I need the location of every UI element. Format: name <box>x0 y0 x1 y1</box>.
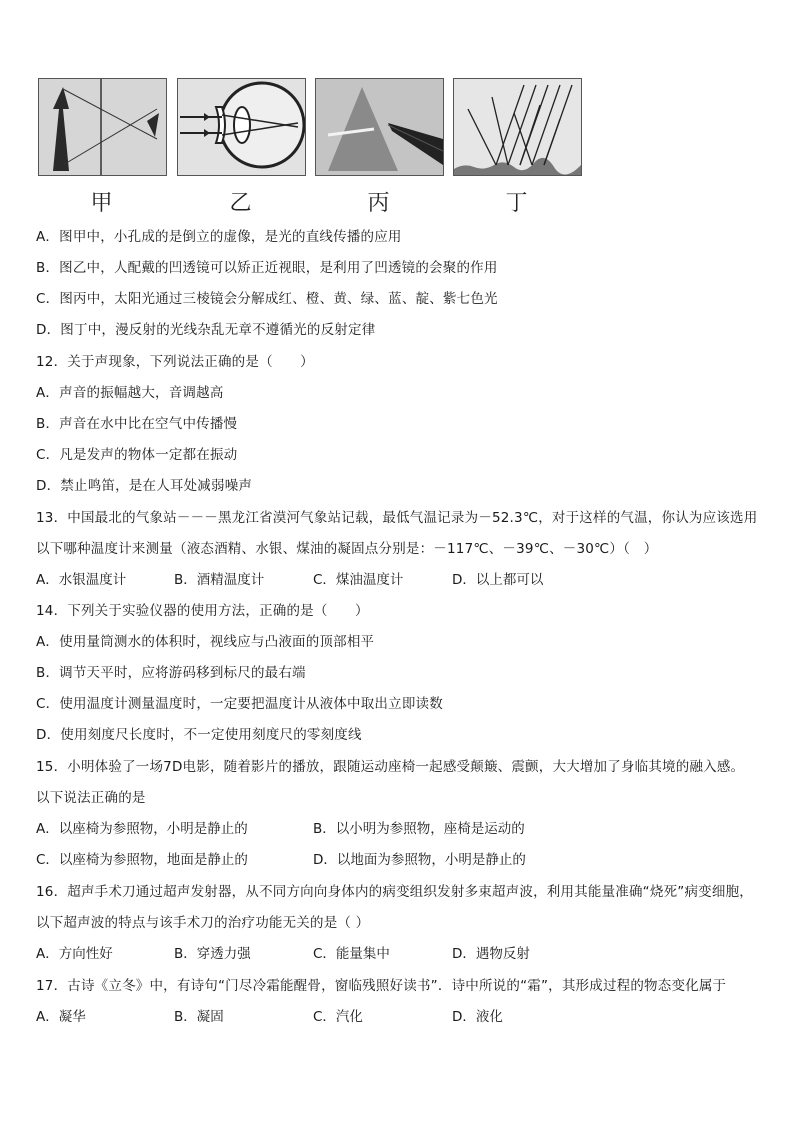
figure-bing-prism <box>315 78 444 176</box>
q13-option-b: B．酒精温度计 <box>174 572 265 588</box>
figure-ding-diffuse <box>453 78 582 176</box>
q13-option-a: A．水银温度计 <box>36 572 127 588</box>
q11-option-c: C．图丙中，太阳光通过三棱镜会分解成红、橙、黄、绿、蓝、靛、紫七色光 <box>36 291 498 307</box>
q14-option-c: C．使用温度计测量温度时，一定要把温度计从液体中取出立即读数 <box>36 696 443 712</box>
q16-stem-line1: 16．超声手术刀通过超声发射器，从不同方向向身体内的病变组织发射多束超声波，利用其能量准确“烧死”病变细胞， <box>36 884 753 900</box>
q16-option-b: B．穿透力强 <box>174 946 251 962</box>
q12-option-b: B．声音在水中比在空气中传播慢 <box>36 416 238 432</box>
q15-option-a: A．以座椅为参照物，小明是静止的 <box>36 821 248 837</box>
q16-option-d: D．遇物反射 <box>452 946 530 962</box>
q15-stem-line1: 15．小明体验了一场7D电影，随着影片的播放，跟随运动座椅一起感受颠簸、震颤，大大增加了身临其境的融入感。 <box>36 759 745 775</box>
q16-option-c: C．能量集中 <box>313 946 390 962</box>
q11-option-d: D．图丁中，漫反射的光线杂乱无章不遵循光的反射定律 <box>36 322 376 338</box>
q12-stem: 12．关于声现象，下列说法正确的是（ ） <box>36 354 314 370</box>
q13-option-c: C．煤油温度计 <box>313 572 404 588</box>
eye-lens-diagram-icon <box>178 79 305 175</box>
q16-option-a: A．方向性好 <box>36 946 113 962</box>
q17-option-d: D．液化 <box>452 1009 503 1025</box>
pinhole-camera-diagram-icon <box>39 79 166 175</box>
figure-label-jia: 甲 <box>90 191 113 216</box>
q17-option-a: A．凝华 <box>36 1009 86 1025</box>
q15-stem-line2: 以下说法正确的是 <box>36 790 146 806</box>
figure-jia-pinhole <box>38 78 167 176</box>
q14-option-b: B．调节天平时，应将游码移到标尺的最右端 <box>36 665 306 681</box>
q14-stem: 14．下列关于实验仪器的使用方法，正确的是（ ） <box>36 603 369 619</box>
q12-option-a: A．声音的振幅越大，音调越高 <box>36 385 224 401</box>
q17-option-c: C．汽化 <box>313 1009 363 1025</box>
figure-yi-eye <box>177 78 306 176</box>
q13-stem-line1: 13．中国最北的气象站－－－黑龙江省漠河气象站记载，最低气温记录为－52.3℃，对于这样的气温，你认为应该选用 <box>36 510 758 526</box>
figure-label-ding: 丁 <box>505 191 528 216</box>
prism-dispersion-diagram-icon <box>316 79 443 175</box>
q13-stem-line2: 以下哪种温度计来测量（液态酒精、水银、煤油的凝固点分别是：－117℃、－39℃、－30℃）（ ） <box>36 541 658 557</box>
q16-stem-line2: 以下超声波的特点与该手术刀的治疗功能无关的是（ ） <box>36 915 370 931</box>
diffuse-reflection-diagram-icon <box>454 79 581 175</box>
figure-label-bing: 丙 <box>367 191 390 216</box>
q11-option-a: A．图甲中，小孔成的是倒立的虚像，是光的直线传播的应用 <box>36 229 402 245</box>
q13-option-d: D．以上都可以 <box>452 572 544 588</box>
q14-option-d: D．使用刻度尺长度时，不一定使用刻度尺的零刻度线 <box>36 727 362 743</box>
q12-option-d: D．禁止鸣笛，是在人耳处减弱噪声 <box>36 478 253 494</box>
figure-label-yi: 乙 <box>229 191 252 216</box>
q15-option-c: C．以座椅为参照物，地面是静止的 <box>36 852 248 868</box>
q17-option-b: B．凝固 <box>174 1009 224 1025</box>
q15-option-b: B．以小明为参照物，座椅是运动的 <box>313 821 525 837</box>
q15-option-d: D．以地面为参照物，小明是静止的 <box>313 852 526 868</box>
q12-option-c: C．凡是发声的物体一定都在振动 <box>36 447 238 463</box>
figure-row <box>38 78 583 218</box>
q17-stem: 17．古诗《立冬》中，有诗句“门尽冷霜能醒骨，窗临残照好读书”．诗中所说的“霜”，其形成过程的物态变化属于 <box>36 978 727 994</box>
q14-option-a: A．使用量筒测水的体积时，视线应与凸液面的顶部相平 <box>36 634 375 650</box>
q11-option-b: B．图乙中，人配戴的凹透镜可以矫正近视眼，是利用了凹透镜的会聚的作用 <box>36 260 498 276</box>
